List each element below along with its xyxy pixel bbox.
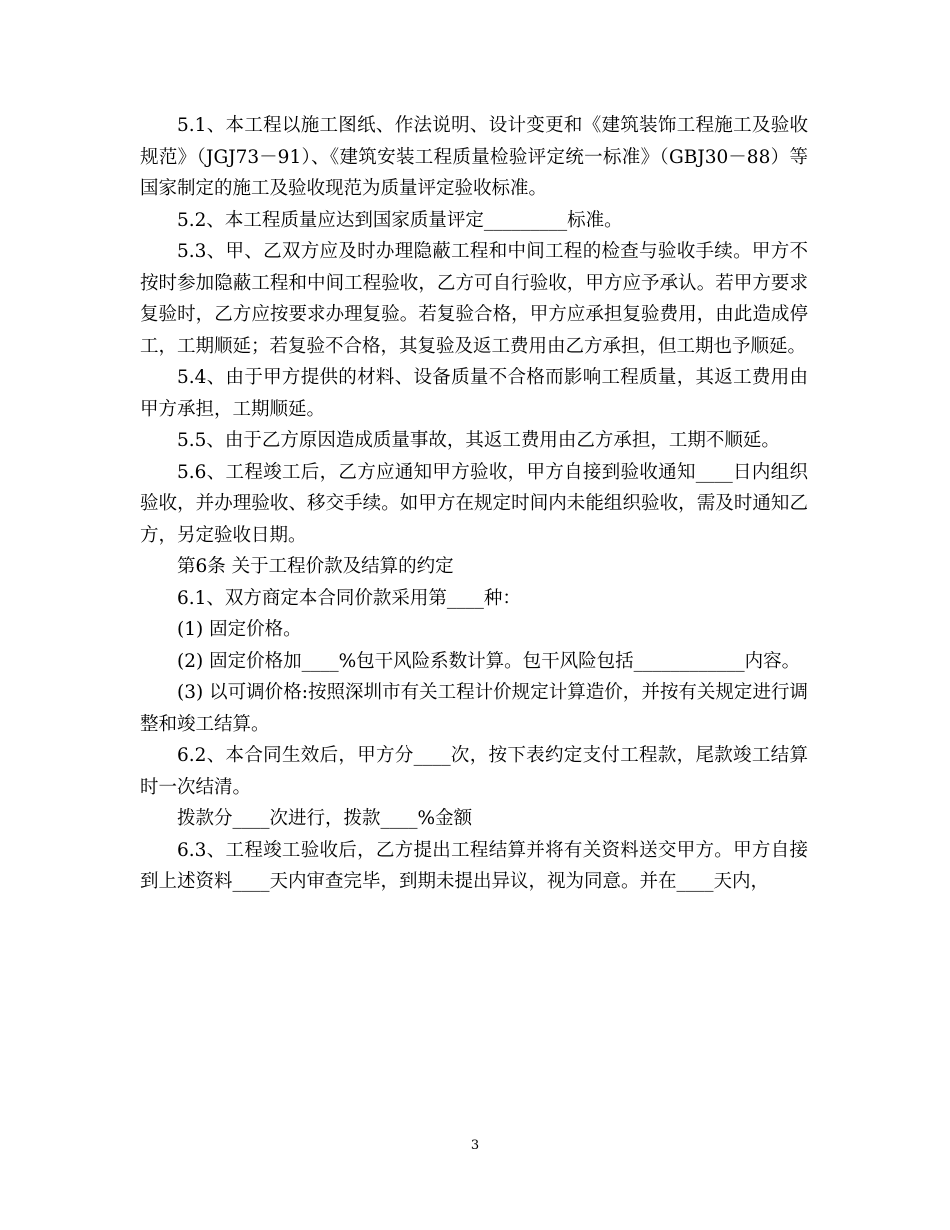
clause-6-1-option-1: (1) 固定价格。 bbox=[177, 619, 302, 640]
document-body bbox=[140, 110, 808, 898]
clause-5-3: 5.3、甲、乙双方应及时办理隐蔽工程和中间工程的检查与验收手续。甲方不按时参加隐蔽工程和中间工程验收，乙方可自行验收，甲方应予承认。若甲方要求复验时，乙方应按要求办理复验。若复验合格，甲方应承担复验费用，由此造成停工，工期顺延；若复验不合格，其复验及返工费用由乙方承担，但工期也予顺延。 bbox=[140, 241, 808, 357]
payment-schedule-line: 拨款分____次进行，拨款____%金额 bbox=[177, 808, 473, 829]
clause-5-1: 5.1、本工程以施工图纸、作法说明、设计变更和《建筑装饰工程施工及验收规范》（JGJ73－91）、《建筑安装工程质量检验评定统一标准》（GBJ30－88）等国家制定的施工及验收现范为质量评定验收标准。 bbox=[140, 115, 808, 199]
article-6-heading: 第6条 关于工程价款及结算的约定 bbox=[177, 556, 454, 577]
clause-5-6: 5.6、工程竣工后，乙方应通知甲方验收，甲方自接到验收通知____日内组织验收，并办理验收、移交手续。如甲方在规定时间内未能组织验收，需及时通知乙方，另定验收日期。 bbox=[140, 461, 808, 546]
clause-6-1: 6.1、双方商定本合同价款采用第____种： bbox=[177, 587, 521, 609]
clause-6-2: 6.2、本合同生效后，甲方分____次，按下表约定支付工程款，尾款竣工结算时一次结清。 bbox=[140, 745, 808, 798]
page-number: 3 bbox=[470, 1138, 480, 1153]
clause-5-4: 5.4、由于甲方提供的材料、设备质量不合格而影响工程质量，其返工费用由甲方承担，工期顺延。 bbox=[140, 367, 808, 420]
clause-5-5: 5.5、由于乙方原因造成质量事故，其返工费用由乙方承担，工期不顺延。 bbox=[177, 430, 780, 451]
clause-6-3: 6.3、工程竣工验收后，乙方提出工程结算并将有关资料送交甲方。甲方自接到上述资料____天内审查完毕，到期未提出异议，视为同意。并在____天内， bbox=[140, 839, 808, 892]
clause-5-2: 5.2、本工程质量应达到国家质量评定_________标准。 bbox=[177, 209, 623, 231]
clause-6-1-option-3: (3) 以可调价格:按照深圳市有关工程计价规定计算造价，并按有关规定进行调整和竣工结算。 bbox=[140, 682, 808, 735]
clause-6-1-option-2: (2) 固定价格加____%包干风险系数计算。包干风险包括____________内容。 bbox=[177, 650, 801, 672]
